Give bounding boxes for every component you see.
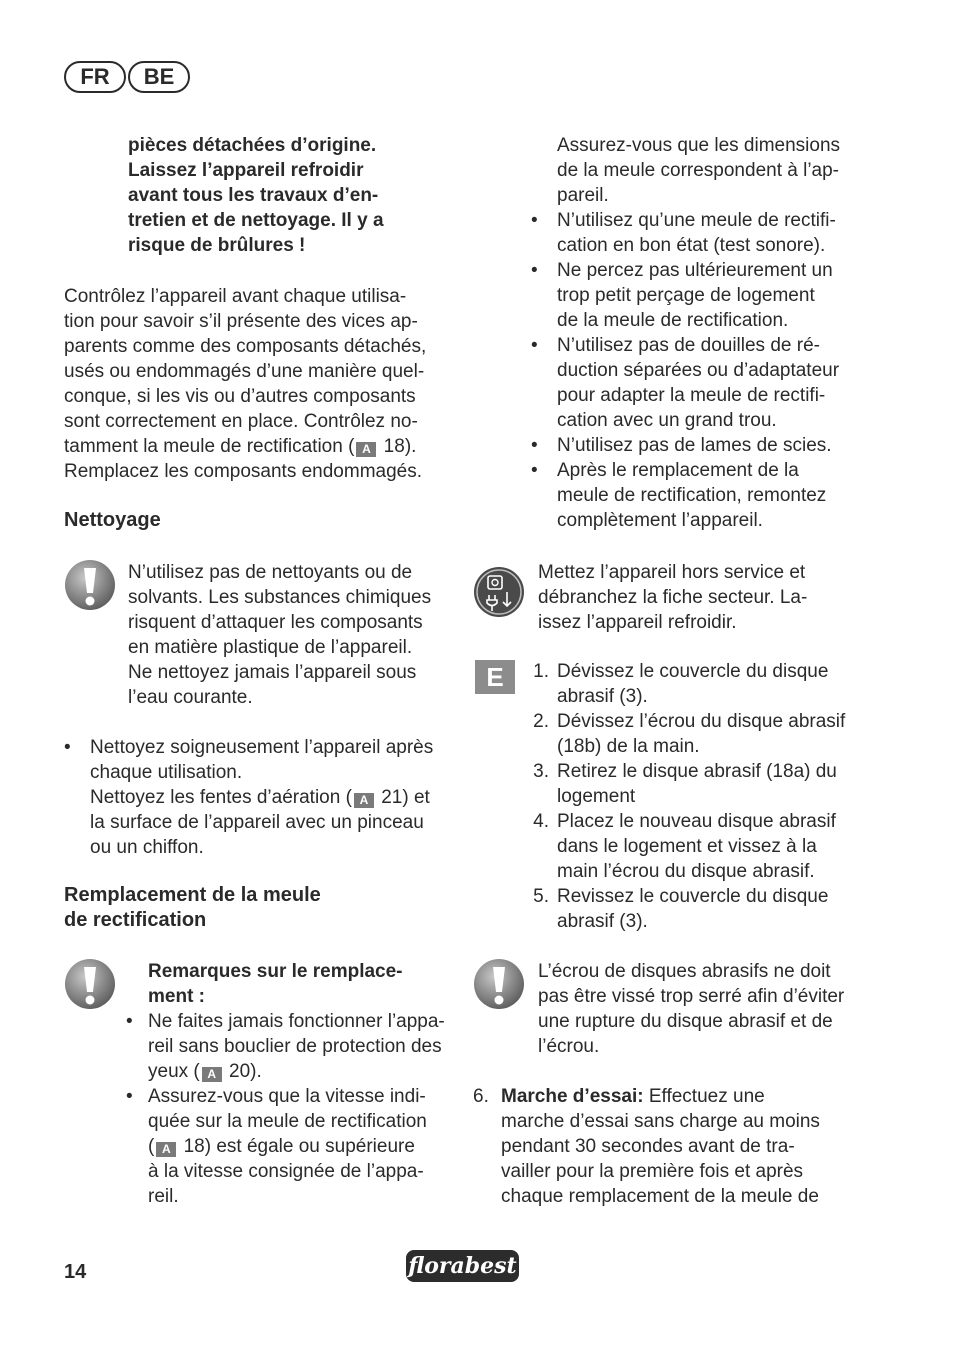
figure-ref-badge: A <box>202 1067 222 1082</box>
nettoyage-warning-text: N’utilisez pas de nettoyants ou de solvants. Les substances chimiques risquent d’attaquer les composants en matière plastique de l’appareil. Ne nettoyez jamais l’appareil sous l’eau courante. <box>128 562 432 708</box>
warning-exclamation-icon <box>473 958 525 1010</box>
page-number: 14 <box>64 1261 87 1283</box>
list-item: • Nettoyez soigneusement l’appareil après chaque utilisation. Nettoyez les fentes d’aération ( A 21) et la surface de l’appareil avec un pinceau ou un chiffon. <box>64 735 454 860</box>
list-item: 4. Placez le nouveau disque abrasif dans le logement et vissez à la main l’écrou du disque abrasif. <box>533 811 836 882</box>
list-item: • Ne faites jamais fonctionner l’appa- reil sans bouclier de protection des yeux ( A 20). <box>126 1009 456 1084</box>
figure-e-badge: E <box>475 660 515 694</box>
remarks-title: Remarques sur le remplace- ment : <box>148 961 403 1007</box>
nut-warning-text: L’écrou de disques abrasifs ne doit pas être vissé trop serré afin d’éviter une rupture du disque abrasif et de l’écrou. <box>538 961 845 1057</box>
remarks-bullet-list <box>126 1009 456 1209</box>
list-item: 5. Revissez le couvercle du disque abrasif (3). <box>533 886 829 932</box>
control-paragraph: Contrôlez l’appareil avant chaque utilisa- tion pour savoir s’il présente des vices ap- parents comme des composants détachés, usés ou endommagés d’une manière quel- conque, si les vis ou d’autres composants sont correctement en place. Contrôlez no- tamment la meule de rectification ( A 18). Remplacez les composants endommagés. <box>64 286 427 482</box>
section-title-nettoyage: Nettoyage <box>64 509 161 531</box>
list-item: • N’utilisez qu’une meule de rectifi- cation en bon état (test sonore). <box>531 208 877 258</box>
replacement-steps-list <box>529 659 879 934</box>
list-item: 1. Dévissez le couvercle du disque abrasif (3). <box>533 661 829 707</box>
lang-badge-fr: FR <box>64 61 126 93</box>
intro-warning-text: pièces détachées d’origine. Laissez l’appareil refroidir avant tous les travaux d’en- tretien et de nettoyage. Il y a risque de brûlures ! <box>128 135 384 256</box>
list-item: • N’utilisez pas de lames de scies. <box>531 433 877 458</box>
meule-bullet-list <box>531 208 877 533</box>
unplug-icon <box>473 566 525 618</box>
warning-exclamation-icon <box>64 958 116 1010</box>
figure-ref-badge: A <box>356 442 376 457</box>
dimension-check-text: Assurez-vous que les dimensions de la meule correspondent à l’ap- pareil. <box>557 135 841 206</box>
warning-exclamation-icon <box>64 559 116 611</box>
test-run-step: 6. Marche d’essai: Effectuez une marche d’essai sans charge au moins pendant 30 secondes avant de tra- vailler pour la première fois et après chaque remplacement de la meule de <box>473 1086 820 1207</box>
list-item: 2. Dévissez l’écrou du disque abrasif (18b) de la main. <box>533 711 846 757</box>
unplug-instruction-text: Mettez l’appareil hors service et débranchez la fiche secteur. La- issez l’appareil refroidir. <box>538 562 808 633</box>
list-item: 3. Retirez le disque abrasif (18a) du logement <box>533 761 837 807</box>
section-title-remplacement: Remplacement de la meule de rectification <box>64 884 321 931</box>
list-item: • Ne percez pas ultérieurement un trop petit perçage de logement de la meule de rectification. <box>531 258 877 333</box>
brand-logo: florabest <box>406 1250 519 1282</box>
figure-ref-badge: A <box>156 1142 176 1157</box>
figure-ref-badge: A <box>354 793 374 808</box>
nettoyage-bullet-list <box>64 735 454 860</box>
lang-badge-be: BE <box>128 61 190 93</box>
list-item: • Après le remplacement de la meule de rectification, remontez complètement l’appareil. <box>531 458 877 533</box>
list-item: • Assurez-vous que la vitesse indi- quée sur la meule de rectification ( A 18) est égale ou supérieure à la vitesse consignée de l’appa- reil. <box>126 1084 456 1209</box>
list-item: • N’utilisez pas de douilles de ré- duction séparées ou d’adaptateur pour adapter la meule de rectifi- cation avec un grand trou. <box>531 333 877 433</box>
